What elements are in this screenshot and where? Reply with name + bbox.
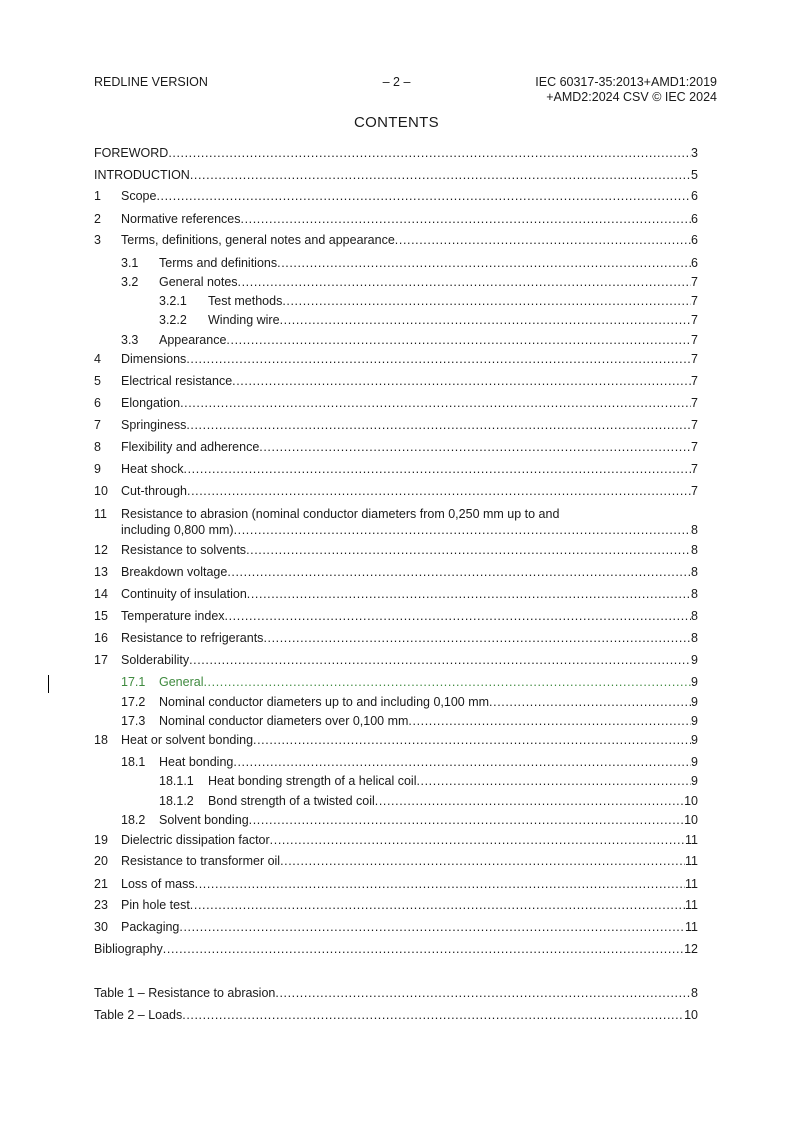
toc-entry-13[interactable]: 13 Breakdown voltage ..... 8 [94,564,698,580]
toc-entry-18-1-2[interactable]: 18.1.2 Bond strength of a twisted coil ..... 10 [94,793,698,809]
toc-entry-10[interactable]: 10 Cut-through ..... 7 [94,483,698,499]
toc-entry-20[interactable]: 20 Resistance to transformer oil ..... 11 [94,853,698,869]
toc-entry-14[interactable]: 14 Continuity of insulation ..... 8 [94,586,698,602]
toc-entry-11[interactable]: 11 Resistance to abrasion (nominal conductor diameters from 0,250 mm up to and including 0,800 mm) ..... 8 [94,506,698,538]
toc-entry-12[interactable]: 12 Resistance to solvents ..... 8 [94,542,698,558]
toc-entry-foreword[interactable]: FOREWORD ..... 3 [94,145,698,161]
change-bar [48,675,49,693]
toc-entry-4[interactable]: 4 Dimensions ..... 7 [94,351,698,367]
toc-table-1[interactable]: Table 1 – Resistance to abrasion ..... 8 [94,985,698,1001]
standard-id-line1: IEC 60317-35:2013+AMD1:2019 [535,75,717,89]
header-right [535,75,717,105]
toc-entry-15[interactable]: 15 Temperature index ..... 8 [94,608,698,624]
toc-entry-9[interactable]: 9 Heat shock ..... 7 [94,461,698,477]
toc-entry-17-1[interactable]: 17.1 General ..... 9 [94,674,698,690]
page-number: – 2 – [382,75,411,89]
toc-entry-17-2[interactable]: 17.2 Nominal conductor diameters up to and including 0,100 mm ..... 9 [94,694,698,710]
toc-entry-19[interactable]: 19 Dielectric dissipation factor ..... 11 [94,832,698,848]
toc-entry-5[interactable]: 5 Electrical resistance ..... 7 [94,373,698,389]
toc-table-2[interactable]: Table 2 – Loads ..... 10 [94,1007,698,1023]
toc-entry-3[interactable]: 3 Terms, definitions, general notes and appearance ..... 6 [94,232,698,248]
header-left: REDLINE VERSION [94,75,208,89]
toc-entry-16[interactable]: 16 Resistance to refrigerants ..... 8 [94,630,698,646]
contents-title: CONTENTS [354,114,439,131]
toc-entry-18-1-1[interactable]: 18.1.1 Heat bonding strength of a helical coil ..... 9 [94,773,698,789]
toc-entry-1[interactable]: 1 Scope ..... 6 [94,188,698,204]
toc-entry-introduction[interactable]: INTRODUCTION ..... 5 [94,167,698,183]
toc-entry-bibliography[interactable]: Bibliography ..... 12 [94,941,698,957]
toc-entry-18[interactable]: 18 Heat or solvent bonding ..... 9 [94,732,698,748]
toc-entry-17-3[interactable]: 17.3 Nominal conductor diameters over 0,100 mm ..... 9 [94,713,698,729]
toc-entry-6[interactable]: 6 Elongation ..... 7 [94,395,698,411]
toc-entry-3-3[interactable]: 3.3 Appearance ..... 7 [94,332,698,348]
toc-entry-18-2[interactable]: 18.2 Solvent bonding ..... 10 [94,812,698,828]
toc-entry-8[interactable]: 8 Flexibility and adherence ..... 7 [94,439,698,455]
toc-entry-2[interactable]: 2 Normative references ..... 6 [94,211,698,227]
toc-entry-21[interactable]: 21 Loss of mass ..... 11 [94,876,698,892]
toc-entry-30[interactable]: 30 Packaging ..... 11 [94,919,698,935]
toc-entry-3-2[interactable]: 3.2 General notes ..... 7 [94,274,698,290]
toc-entry-3-2-1[interactable]: 3.2.1 Test methods ..... 7 [94,293,698,309]
toc-entry-18-1[interactable]: 18.1 Heat bonding ..... 9 [94,754,698,770]
toc-entry-23[interactable]: 23 Pin hole test ..... 11 [94,897,698,913]
toc-entry-7[interactable]: 7 Springiness ..... 7 [94,417,698,433]
toc-entry-17[interactable]: 17 Solderability ..... 9 [94,652,698,668]
standard-id-line2: +AMD2:2024 CSV © IEC 2024 [546,90,717,104]
toc-entry-3-2-2[interactable]: 3.2.2 Winding wire ..... 7 [94,312,698,328]
toc-entry-3-1[interactable]: 3.1 Terms and definitions ..... 6 [94,255,698,271]
